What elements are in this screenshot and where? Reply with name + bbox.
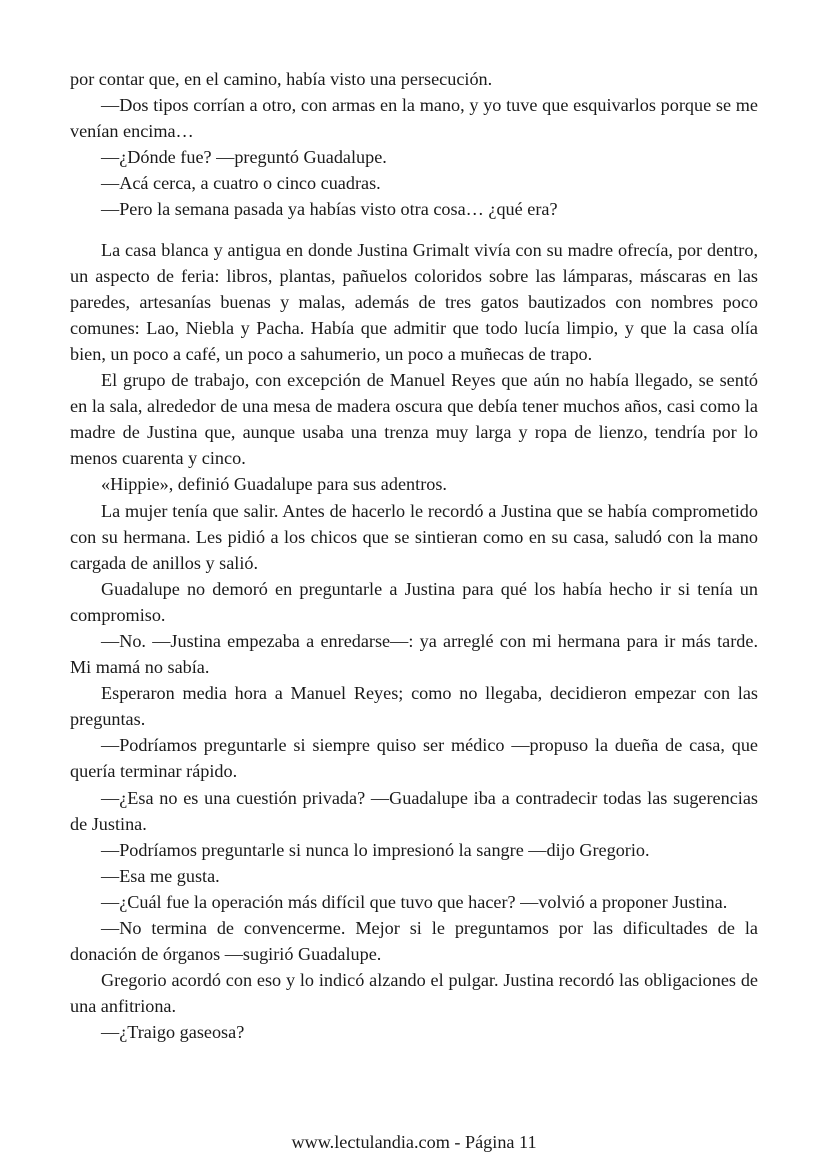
paragraph: —Podríamos preguntarle si siempre quiso ser médico —propuso la dueña de casa, que quería terminar rápido. <box>70 735 758 782</box>
paragraph: La mujer tenía que salir. Antes de hacerlo le recordó a Justina que se había comprometido con su hermana. Les pidió a los chicos que se sintieran como en su casa, saludó con la mano cargada de anillos y salió. <box>70 500 758 573</box>
paragraph: —¿Esa no es una cuestión privada? —Guadalupe iba a contradecir todas las sugerencias de Justina. <box>70 787 758 834</box>
paragraph: —Acá cerca, a cuatro o cinco cuadras. <box>101 173 381 194</box>
paragraph: —¿Dónde fue? —preguntó Guadalupe. <box>101 147 387 168</box>
paragraph: por contar que, en el camino, había visto una persecución. <box>70 69 493 89</box>
paragraph: Gregorio acordó con eso y lo indicó alzando el pulgar. Justina recordó las obligaciones de una anfitriona. <box>70 970 758 1017</box>
paragraph: «Hippie», definió Guadalupe para sus adentros. <box>101 474 447 495</box>
paragraph: Guadalupe no demoró en preguntarle a Justina para qué los había hecho ir si tenía un compromiso. <box>70 578 758 625</box>
paragraph: —Dos tipos corrían a otro, con armas en la mano, y yo tuve que esquivarlos porque se me venían encima… <box>70 95 758 142</box>
paragraph: La casa blanca y antigua en donde Justina Grimalt vivía con su madre ofrecía, por dentro, un aspecto de feria: libros, plantas, pañuelos coloridos sobre las lámparas, máscaras en las paredes, artesanías buenas y malas, además de tres gatos bautizados con nombres poco comunes: Lao, Niebla y Pacha. Había que admitir que todo lucía limpio, y que la casa olía bien, un poco a café, un poco a sahumerio, un poco a muñecas de trapo. <box>70 239 758 364</box>
paragraph: —Podríamos preguntarle si nunca lo impresionó la sangre —dijo Gregorio. <box>101 839 650 860</box>
paragraph: —¿Cuál fue la operación más difícil que tuvo que hacer? —volvió a proponer Justina. <box>101 891 728 912</box>
paragraph: —No termina de convencerme. Mejor si le preguntamos por las dificultades de la donación de órganos —sugirió Guadalupe. <box>70 918 758 965</box>
paragraph: Esperaron media hora a Manuel Reyes; como no llegaba, decidieron empezar con las preguntas. <box>70 683 758 730</box>
paragraph: —Esa me gusta. <box>101 865 220 886</box>
paragraph: —Pero la semana pasada ya habías visto otra cosa… ¿qué era? <box>101 199 558 220</box>
page-body <box>70 66 758 1045</box>
paragraph: —¿Traigo gaseosa? <box>101 1022 245 1043</box>
page-footer: www.lectulandia.com - Página 11 <box>291 1132 537 1152</box>
paragraph: —No. —Justina empezaba a enredarse—: ya arreglé con mi hermana para ir más tarde. Mi mamá no sabía. <box>70 630 758 678</box>
paragraph: El grupo de trabajo, con excepción de Manuel Reyes que aún no había llegado, se sentó en la sala, alrededor de una mesa de madera oscura que debía tener muchos años, casi como la madre de Justina que, aunque usaba una trenza muy larga y ropa de lienzo, tendría por lo menos cuarenta y cinco. <box>70 370 758 469</box>
